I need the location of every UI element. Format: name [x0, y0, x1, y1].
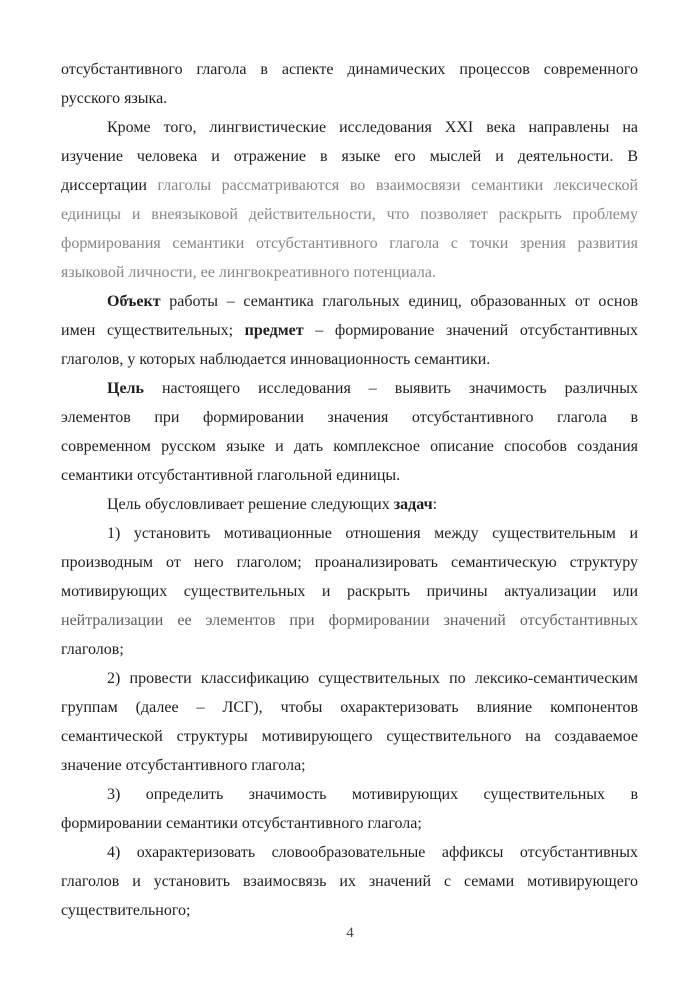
document-line: [61, 461, 638, 490]
document-line: [61, 287, 638, 316]
text-segment: формирования семантики отсубстантивного глагола с точки зрения развития: [61, 235, 638, 252]
document-line: [61, 258, 638, 287]
text-segment: имен существительных;: [61, 322, 245, 339]
text-segment: 2) провести классификацию существительных по лексико-семантическим: [107, 670, 638, 687]
document-line: [61, 113, 638, 142]
text-segment: языковой личности, ее лингвокреативного потенциала.: [61, 264, 436, 281]
text-segment: современном русском языке и дать комплексное описание способов создания: [61, 438, 638, 455]
text-segment: Цель: [107, 380, 144, 397]
text-segment: семантической структуры мотивирующего существительного на создаваемое: [61, 728, 638, 745]
document-line: [61, 809, 638, 838]
document-line: [61, 577, 638, 606]
page-number: 4: [346, 925, 354, 941]
document-line: [61, 664, 638, 693]
text-block: [61, 55, 638, 925]
text-segment: :: [432, 496, 438, 513]
text-segment: глаголов и установить взаимосвязь их значений с семами мотивирующего: [61, 873, 638, 890]
document-line: [61, 403, 638, 432]
document-line: [61, 722, 638, 751]
document-line: [61, 171, 638, 200]
document-line: [61, 635, 638, 664]
text-segment: изучение человека и отражение в языке его мыслей и деятельности. В: [61, 148, 638, 165]
document-line: [61, 55, 638, 84]
text-segment: нейтрализации ее элементов при формировании значений отсубстантивных: [61, 612, 638, 629]
text-segment: глаголов, у которых наблюдается инновационность семантики.: [61, 351, 491, 368]
text-segment: 1) установить мотивационные отношения между существительным и: [107, 525, 638, 542]
document-line: [61, 519, 638, 548]
document-line: [61, 867, 638, 896]
text-segment: русского языка.: [61, 90, 168, 107]
document-line: [61, 780, 638, 809]
text-segment: группам (далее – ЛСГ), чтобы охарактеризовать влияние компонентов: [61, 699, 638, 716]
document-line: [61, 374, 638, 403]
text-segment: задач: [393, 496, 433, 513]
text-segment: работы – семантика глагольных единиц, образованных от основ: [160, 293, 638, 310]
document-line: [61, 432, 638, 461]
text-segment: 3) определить значимость мотивирующих существительных в: [107, 786, 638, 803]
text-segment: семантики отсубстантивной глагольной единицы.: [61, 467, 401, 484]
text-segment: глаголы рассматриваются во взаимосвязи семантики лексической: [157, 177, 638, 194]
document-line: [61, 548, 638, 577]
document-line: [61, 896, 638, 925]
document-line: [61, 316, 638, 345]
text-segment: производным от него глаголом; проанализировать семантическую структуру: [61, 554, 638, 571]
text-segment: единицы и внеязыковой действительности, что позволяет раскрыть проблему: [61, 206, 638, 223]
document-line: [61, 229, 638, 258]
document-line: [61, 751, 638, 780]
text-segment: формировании семантики отсубстантивного глагола;: [61, 815, 422, 832]
document-line: [61, 345, 638, 374]
document-line: [61, 606, 638, 635]
text-segment: мотивирующих существительных и раскрыть причины актуализации или: [61, 583, 638, 600]
text-segment: Кроме того, лингвистические исследования XXI века направлены на: [107, 119, 638, 136]
document-line: [61, 490, 638, 519]
text-segment: Цель обусловливает решение следующих: [107, 496, 394, 513]
document-line: [61, 142, 638, 171]
text-segment: существительного;: [61, 902, 191, 919]
document-line: [61, 838, 638, 867]
document-line: [61, 693, 638, 722]
text-segment: глаголов;: [61, 641, 124, 658]
text-segment: элементов при формировании значения отсубстантивного глагола в: [61, 409, 638, 426]
text-segment: Объект: [107, 293, 161, 310]
text-segment: диссертации: [61, 177, 158, 194]
text-segment: – формирование значений отсубстантивных: [303, 322, 638, 339]
document-line: [61, 84, 638, 113]
text-segment: значение отсубстантивного глагола;: [61, 757, 306, 774]
text-segment: отсубстантивного глагола в аспекте динамических процессов современного: [61, 61, 638, 78]
text-segment: 4) охарактеризовать словообразовательные аффиксы отсубстантивных: [107, 844, 638, 861]
text-segment: предмет: [244, 322, 304, 339]
text-segment: настоящего исследования – выявить значимость различных: [143, 380, 638, 397]
document-line: [61, 200, 638, 229]
